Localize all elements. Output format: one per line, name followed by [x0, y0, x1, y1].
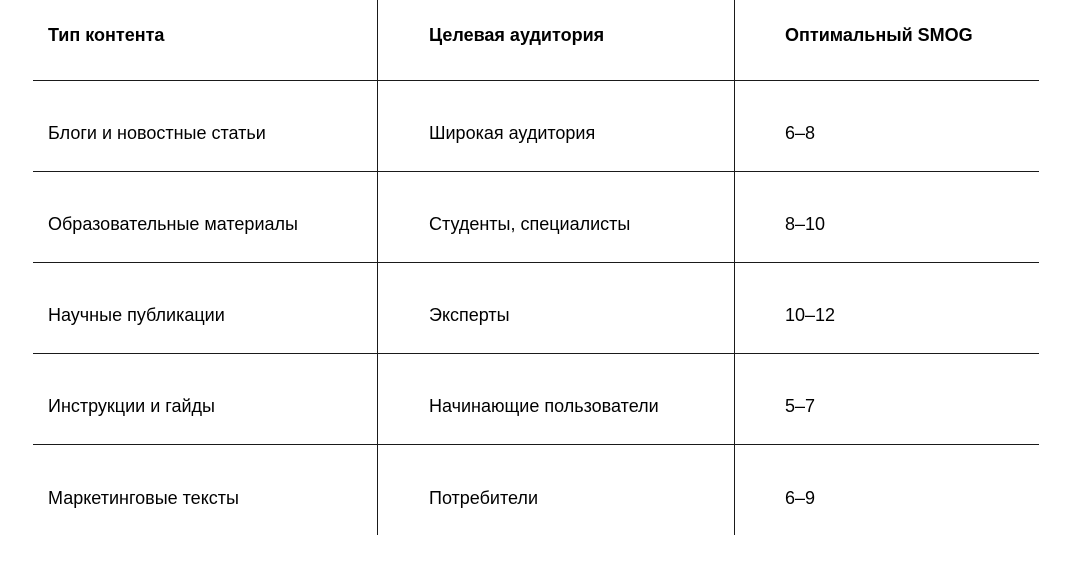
- cell-content-type: Блоги и новостные статьи: [48, 123, 266, 143]
- table-row: [33, 445, 1039, 536]
- table-row: [33, 263, 1039, 354]
- table-header-row: [33, 0, 1039, 81]
- cell-optimal-smog: 6–8: [785, 123, 816, 143]
- header-target-audience: Целевая аудитория: [429, 24, 605, 45]
- cell-target-audience: Эксперты: [429, 305, 510, 325]
- cell-optimal-smog: 6–9: [785, 487, 816, 508]
- cell-content-type: Научные публикации: [48, 305, 225, 325]
- table-row: [33, 172, 1039, 263]
- cell-content-type: Образовательные материалы: [48, 214, 298, 234]
- cell-target-audience: Потребители: [429, 487, 538, 508]
- cell-content-type: Маркетинговые тексты: [48, 487, 239, 508]
- table-row: [33, 81, 1039, 172]
- cell-target-audience: Начинающие пользователи: [429, 396, 659, 416]
- cell-optimal-smog: 10–12: [785, 305, 836, 325]
- cell-target-audience: Широкая аудитория: [429, 123, 596, 143]
- smog-table: [33, 0, 1039, 536]
- header-content-type: Тип контента: [48, 24, 165, 45]
- cell-optimal-smog: 5–7: [785, 396, 816, 416]
- table-row: [33, 354, 1039, 445]
- cell-optimal-smog: 8–10: [785, 214, 826, 234]
- cell-content-type: Инструкции и гайды: [48, 396, 215, 416]
- cell-target-audience: Студенты, специалисты: [429, 214, 631, 234]
- header-optimal-smog: Оптимальный SMOG: [785, 24, 973, 45]
